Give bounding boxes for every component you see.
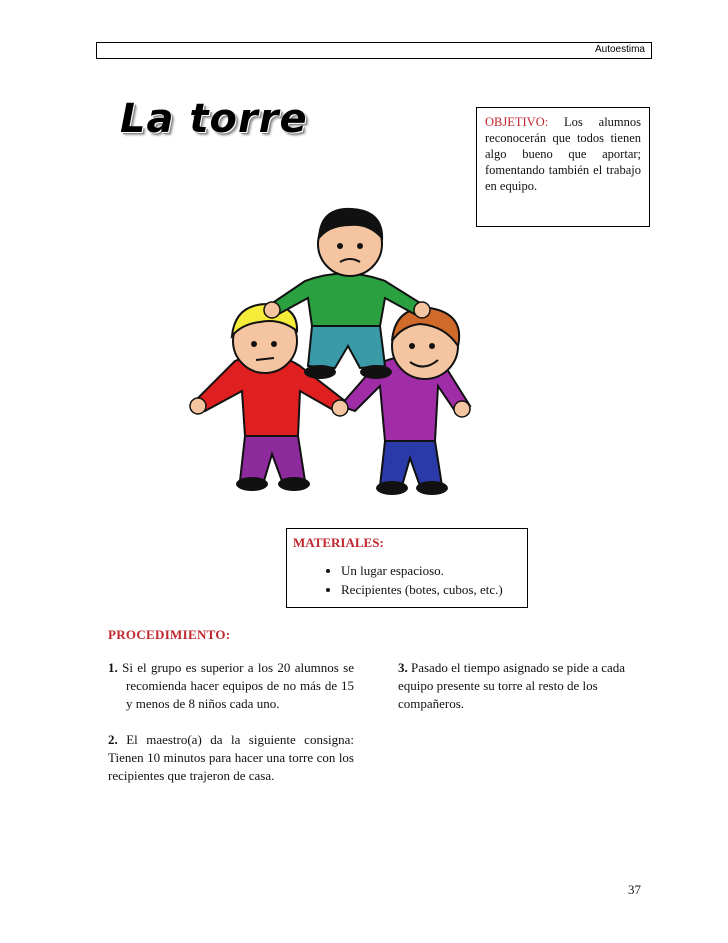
materials-heading: MATERIALES: xyxy=(293,535,384,550)
page-title: La torre xyxy=(120,96,308,142)
step-text: Si el grupo es superior a los 20 alumnos se recomienda hacer equipos de no más de 15 y menos de 8 niños cada uno. xyxy=(122,660,354,711)
objective-label: OBJETIVO: xyxy=(485,115,549,129)
materials-list xyxy=(293,563,521,598)
step-number: 1. xyxy=(108,660,118,675)
objective-text: Los alumnos reconocerán que todos tienen algo bueno que aportar; fomentando también el trabajo en equipo. xyxy=(485,115,641,193)
procedure-step xyxy=(398,659,638,713)
procedure-step xyxy=(108,731,354,785)
procedure-heading: PROCEDIMIENTO: xyxy=(108,627,231,642)
page-number: 37 xyxy=(628,882,641,897)
materials-box xyxy=(286,528,528,608)
procedure-column-right xyxy=(398,659,638,731)
header-section-label: Autoestima xyxy=(594,44,645,55)
materials-item: • Recipientes (botes, cubos, etc.) xyxy=(341,582,521,598)
step-number: 3. xyxy=(398,660,408,675)
three-kids-tower-illustration xyxy=(180,196,520,496)
procedure-column-left xyxy=(108,659,354,803)
step-number: 2. xyxy=(108,732,118,747)
materials-item: • Un lugar espacioso. xyxy=(341,563,521,579)
procedure-step xyxy=(108,659,354,713)
step-text: El maestro(a) da la siguiente consigna: Tienen 10 minutos para hacer una torre con los recipientes que trajeron de casa. xyxy=(108,732,354,783)
header-bar xyxy=(96,42,652,59)
step-text: Pasado el tiempo asignado se pide a cada equipo presente su torre al resto de los compañeros. xyxy=(398,660,626,711)
